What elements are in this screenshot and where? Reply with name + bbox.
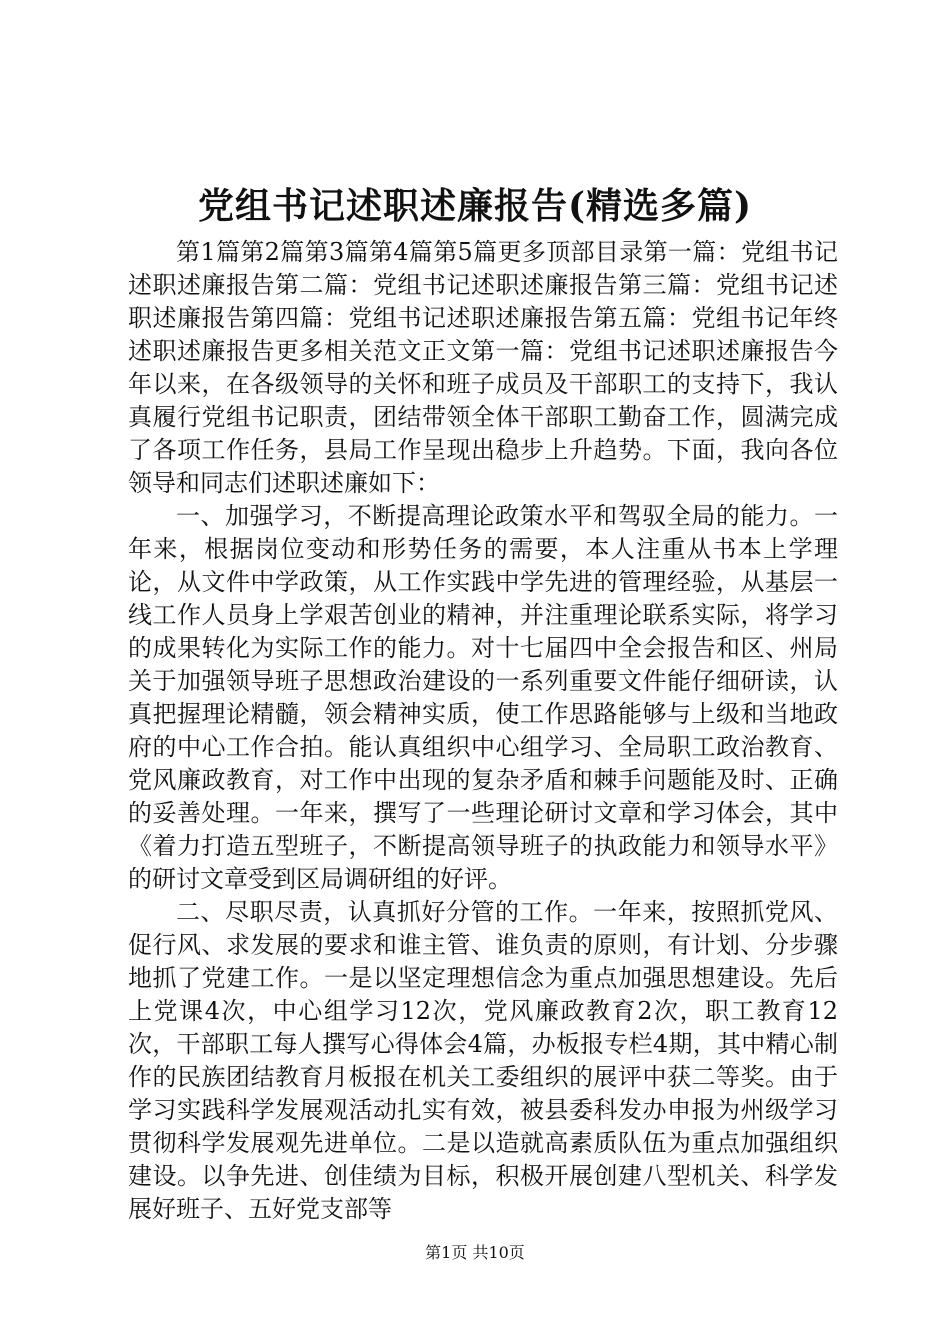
paragraph-study: 一、加强学习，不断提高理论政策水平和驾驭全局的能力。一年来，根据岗位变动和形势任务的需要，本人注重从书本上学理论，从文件中学政策，从工作实践中学先进的管理经验，从基层一线工作人员身上学艰苦创业的精神，并注重理论联系实际，将学习的成果转化为实际工作的能力。对十七届四中全会报告和区、州局关于加强领导班子思想政治建设的一系列重要文件能仔细研读，认真把握理论精髓，领会精神实质，使工作思路能够与上级和当地政府的中心工作合拍。能认真组织中心组学习、全局职工政治教育、党风廉政教育，对工作中出现的复杂矛盾和棘手问题能及时、正确的妥善处理。一年来，撰写了一些理论研讨文章和学习体会，其中《着力打造五型班子，不断提高领导班子的执政能力和领导水平》的研讨文章受到区局调研组的好评。: [128, 502, 838, 893]
page-footer: 第1页 共10页: [425, 1243, 525, 1262]
paragraph-duties: 二、尽职尽责，认真抓好分管的工作。一年来，按照抓党风、促行风、求发展的要求和谁主管、谁负责的原则，有计划、分步骤地抓了党建工作。一是以坚定理想信念为重点加强思想建设。先后上党课4次，中心组学习12次，党风廉政教育2次，职工教育12次，干部职工每人撰写心得体会4篇，办板报专栏4期，其中精心制作的民族团结教育月板报在机关工委组织的展评中获二等奖。由于学习实践科学发展观活动扎实有效，被县委科发办申报为州级学习贯彻科学发展观先进单位。二是以造就高素质队伍为重点加强组织建设。以争先进、创佳绩为目标，积极开展创建八型机关、科学发展好班子、五好党支部等: [128, 898, 838, 1223]
document-body: [128, 236, 838, 1226]
document-title: 党组书记述职述廉报告(精选多篇): [197, 185, 753, 227]
paragraph-intro: 第1篇第2篇第3篇第4篇第5篇更多顶部目录第一篇：党组书记述职述廉报告第二篇：党组书记述职述廉报告第三篇：党组书记述职述廉报告第四篇：党组书记述职述廉报告第五篇：党组书记年终述职述廉报告更多相关范文正文第一篇：党组书记述职述廉报告今年以来，在各级领导的关怀和班子成员及干部职工的支持下，我认真履行党组书记职责，团结带领全体干部职工勤奋工作，圆满完成了各项工作任务，县局工作呈现出稳步上升趋势。下面，我向各位领导和同志们述职述廉如下：: [128, 238, 838, 497]
